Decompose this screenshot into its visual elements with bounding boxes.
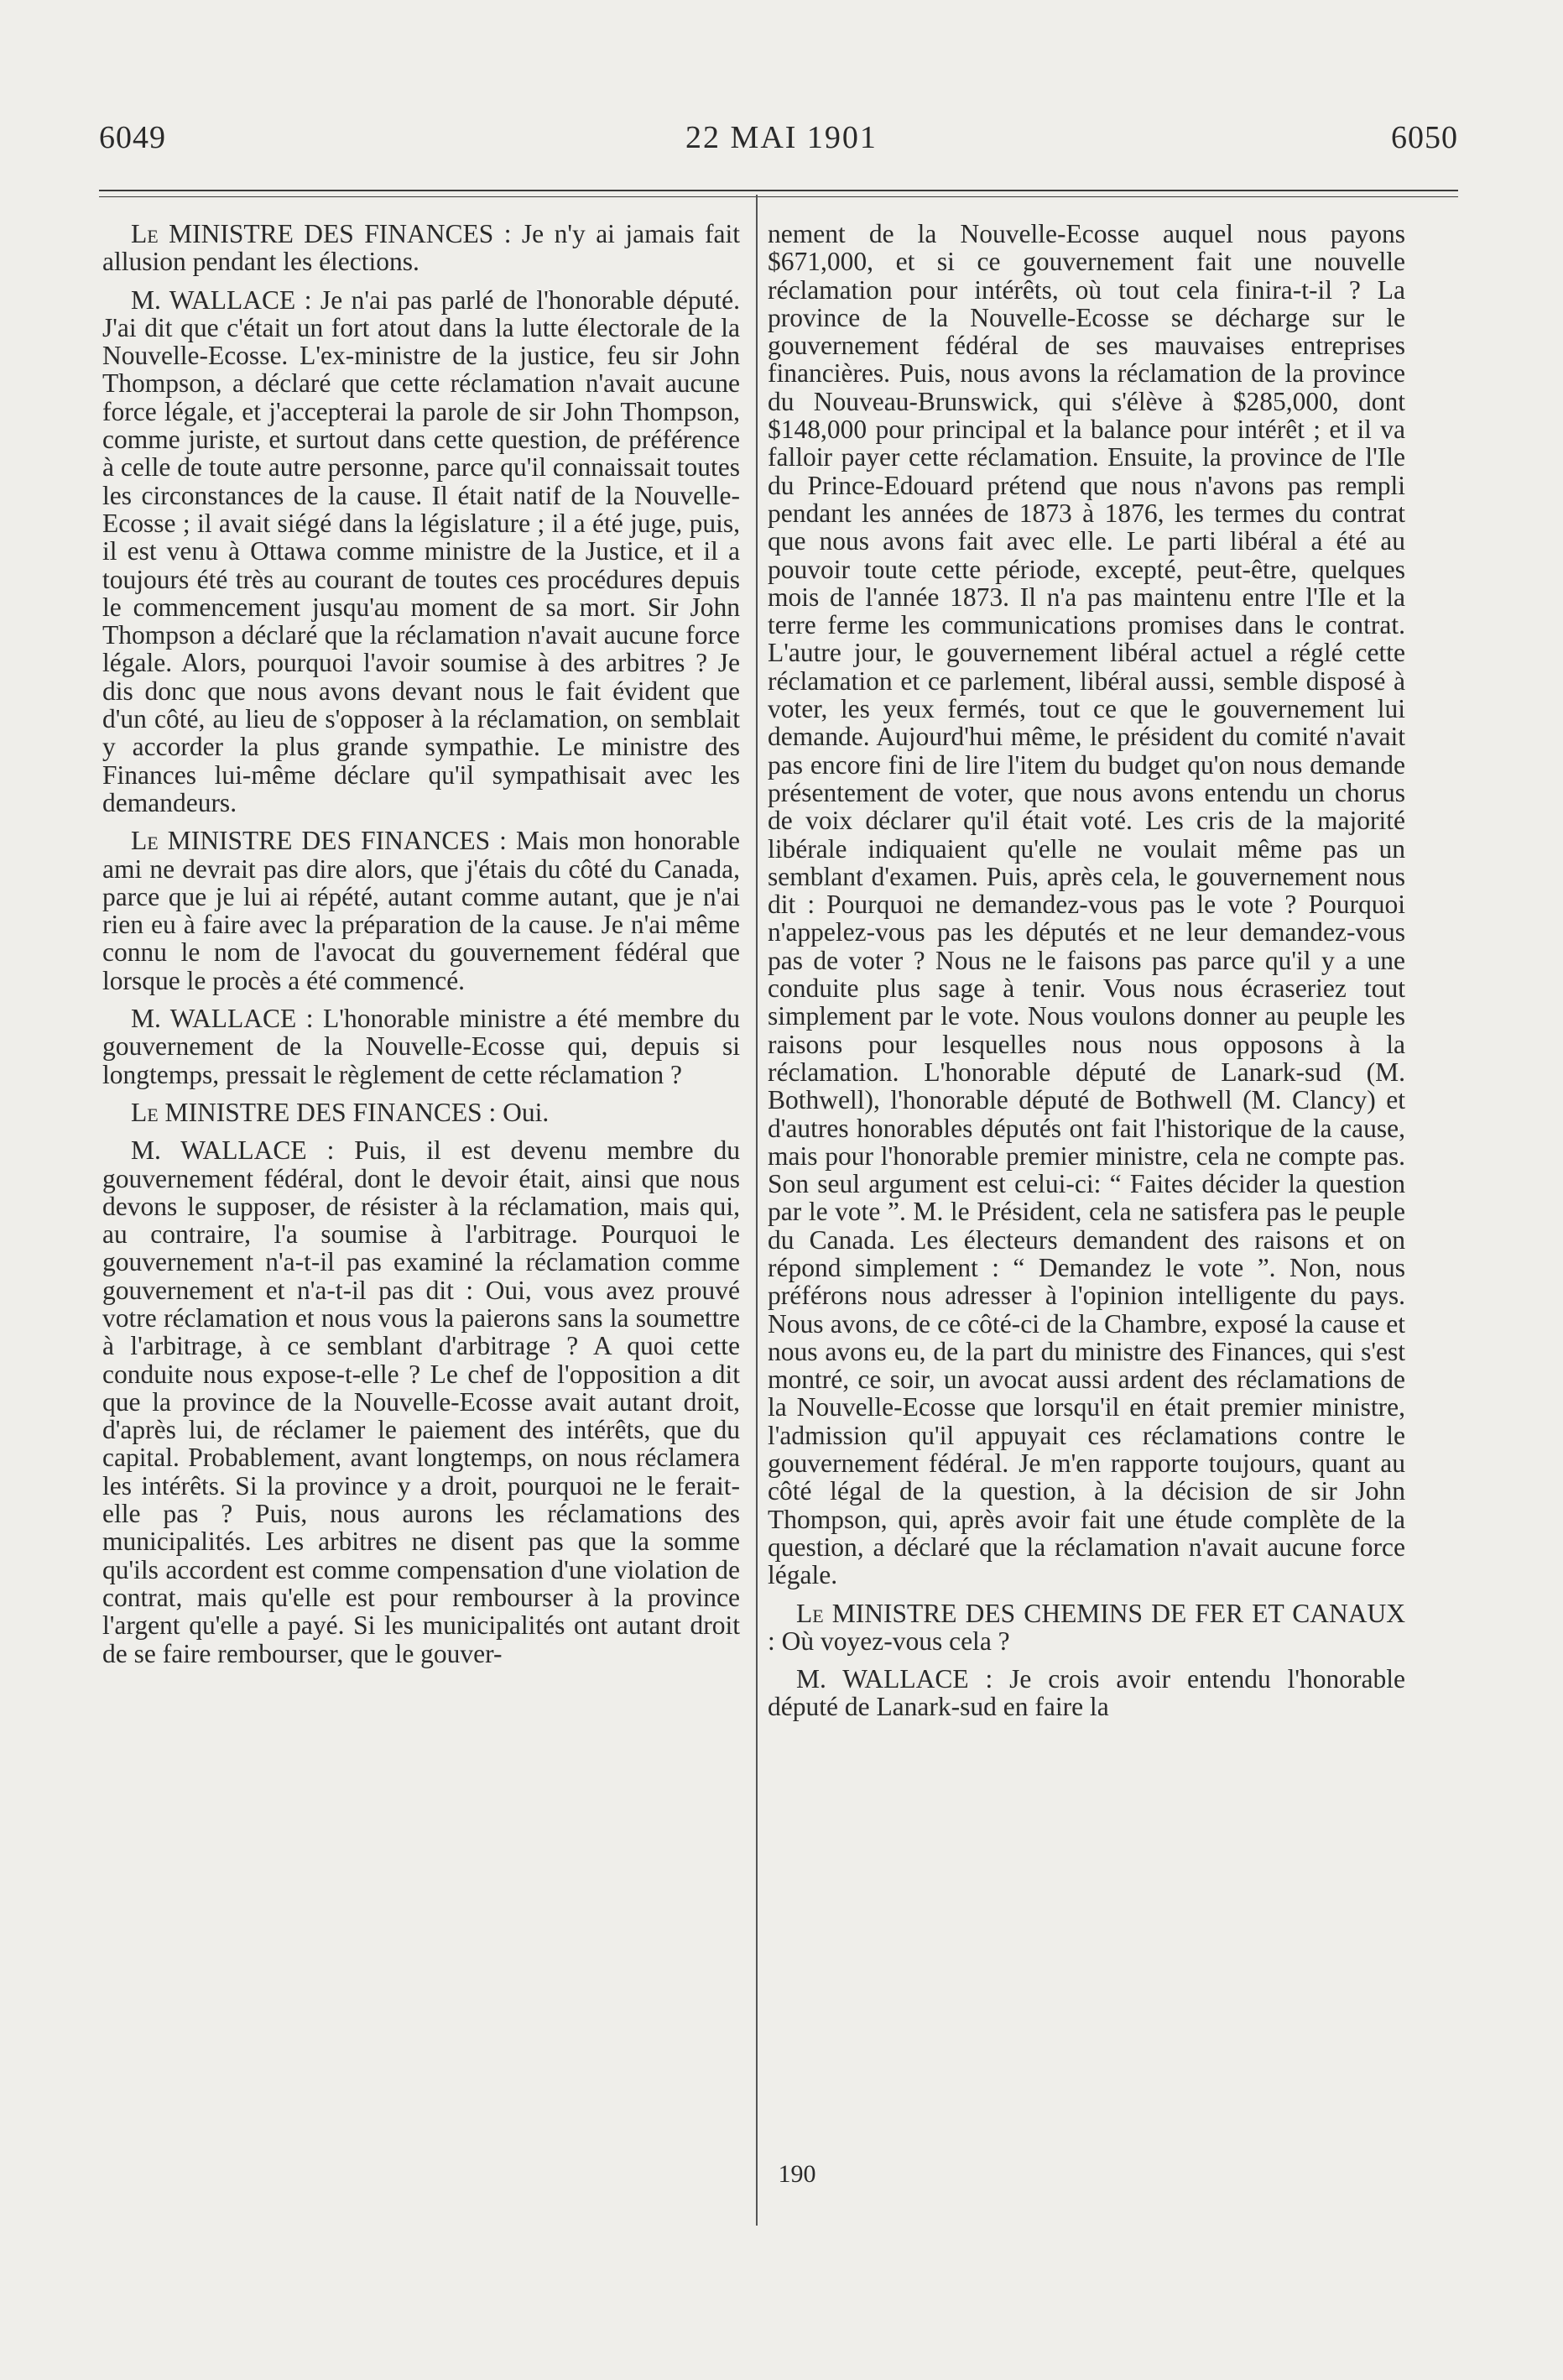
speaker-name: M. WALLACE : bbox=[796, 1664, 993, 1694]
paragraph bbox=[102, 827, 740, 994]
speech-text: Oui. bbox=[496, 1097, 550, 1127]
header-date: 22 MAI 1901 bbox=[685, 120, 878, 155]
speech-text: nement de la Nouvelle-Ecosse auquel nous payons $671,000, et si ce gouvernement fait une nouvelle réclamation pour intérêts, où tout cela finira-t-il ? La province de la Nouvelle-Ecosse se décharge sur le gouvernement fédéral de ses mauvaises entreprises financières. Puis, nous avons la réclamation de la province du Nouveau-Brunswick, qui s'élève à $285,000, dont $148,000 pour principal et la balance pour intérêt ; et il va falloir payer cette réclamation. Ensuite, la province de l'Ile du Prince-Edouard prétend que nous n'avons pas rempli pendant les années de 1873 à 1876, les termes du contrat que nous avons fait avec elle. Le parti libéral a été au pouvoir toute cette période, excepté, peut-être, quelques mois de l'année 1873. Il n'a pas maintenu entre l'Ile et la terre ferme les communications promises dans le contrat. L'autre jour, le gouvernement libéral actuel a réglé cette réclamation et ce parlement, libéral aussi, semble disposé à voter, les yeux fermés, tout ce que le gouvernement lui demande. Aujourd'hui même, le président du comité n'avait pas encore fini de lire l'item du budget qu'on nous demande présentement de voter, que nous avons entendu un chorus de voix déclarer qu'il était voté. Les cris de la majorité libérale indiquaient qu'elle ne voulait même pas un semblant d'examen. Puis, après cela, le gouvernement nous dit : Pourquoi ne demandez-vous pas le vote ? Pourquoi n'appelez-vous pas les députés et ne leur demandez-vous pas de voter ? Nous ne le faisons pas parce qu'il y a une conduite plus sage à tenir. Vous nous écraseriez tout simplement par le vote. Nous voulons donner au peuple les raisons pour lesquelles nous nous opposons à la réclamation. L'honorable député de Lanark-sud (M. Bothwell), l'honorable député de Bothwell (M. Clancy) et d'autres honorables députés ont fait l'historique de la cause, mais pour l'honorable premier ministre, cela ne compte pas. Son seul argument est celui-ci: “ Faites décider la question par le vote ”. M. le Président, cela ne satisfera pas le peuple du Canada. Les électeurs demandent des raisons et on répond simplement : “ Demandez le vote ”. Non, nous préférons nous adresser à l'opinion intelligente du pays. Nous avons, de ce côté-ci de la Chambre, exposé la cause et nous avons eu, de la part du ministre des Finances, qui s'est montré, ce soir, un avocat aussi ardent des réclamations de la Nouvelle-Ecosse que lorsqu'il en était premier ministre, l'admission qu'il appuyait ces réclamations contre le gouvernement fédéral. Je m'en rapporte toujours, quant au côté légal de la question, à la décision de sir John Thompson, qui, après avoir fait une étude complète de la question, a déclaré que la réclamation n'avait aucune force légale. bbox=[768, 219, 1405, 1590]
paragraph bbox=[102, 1136, 740, 1668]
speech-text: L'honorable ministre a été membre du gouvernement de la Nouvelle-Ecosse qui, depuis si longtemps, pressait le règlement de cette réclamation ? bbox=[102, 1004, 740, 1089]
paragraph bbox=[768, 1600, 1405, 1656]
paragraph bbox=[102, 1099, 740, 1126]
sheet-number: 190 bbox=[778, 2160, 816, 2188]
speech-text: Puis, il est devenu membre du gouvernement fédéral, dont le devoir était, ainsi que nous devons le supposer, de résister à la réclamation, mais qui, au contraire, l'a soumise à l'arbitrage. Pourquoi le gouvernement n'a-t-il pas examiné la réclamation comme gouvernement et n'a-t-il pas dit : Oui, vous avez prouvé votre réclamation et nous vous la paierons sans la soumettre à l'arbitrage, à ce semblant d'arbitrage ? A quoi cette conduite nous expose-t-elle ? Le chef de l'opposition a dit que la province de la Nouvelle-Ecosse avait autant droit, d'après lui, de réclamer le paiement des intérêts, que du capital. Probablement, avant longtemps, on nous réclamera les intérêts. Si la province y a droit, pourquoi ne le ferait-elle pas ? Puis, nous aurons les réclamations des municipalités. Les arbitres ne disent pas que la somme qu'ils accordent est comme compensation d'une violation de contrat, mais qu'elle est pour rembourser à la province l'argent qu'elle a payé. Si les municipalités ont autant droit de se faire rembourser, que le gouver- bbox=[102, 1135, 740, 1668]
speech-text: Mais mon honorable ami ne devrait pas dire alors, que j'étais du côté du Canada, parce que je lui ai répété, autant comme autant, que je n'ai rien eu à faire avec la préparation de la cause. Je n'ai même connu le nom de l'avocat du gouvernement fédéral que lorsque le procès a été commencé. bbox=[102, 826, 740, 995]
paragraph bbox=[768, 1665, 1405, 1721]
paragraph bbox=[102, 220, 740, 276]
header-rule-thin bbox=[99, 196, 1458, 197]
speaker-name: Le MINISTRE DES FINANCES : bbox=[131, 219, 512, 248]
column-divider bbox=[756, 195, 758, 2226]
paragraph bbox=[102, 1005, 740, 1088]
speech-text: Je n'ai pas parlé de l'honorable député. J'ai dit que c'était un fort atout dans la lutte électorale de la Nouvelle-Ecosse. L'ex-ministre de la justice, feu sir John Thompson, a déclaré que cette réclamation n'avait aucune force légale, et j'accepterai la parole de sir John Thompson, comme juriste, et surtout dans cette question, de préférence à celle de toute autre personne, parce qu'il connaissait toutes les circonstances de la cause. Il était natif de la Nouvelle-Ecosse ; il avait siégé dans la législature ; il a été juge, puis, il est venu à Ottawa comme ministre de la Justice, et il a toujours été très au courant de toutes ces procédures depuis le commencement jusqu'au moment de sa mort. Sir John Thompson a déclaré que la réclamation n'avait aucune force légale. Alors, pourquoi l'avoir soumise à des arbitres ? Je dis donc que nous avons devant nous le fait évident que d'un côté, au lieu de s'opposer à la réclamation, on semblait y accorder la plus grande sympathie. Le ministre des Finances lui-même déclare qu'il sympathisait avec les demandeurs. bbox=[102, 284, 740, 817]
speech-text: Je n'y ai jamais fait allusion pendant les élections. bbox=[102, 219, 740, 277]
page-number-left: 6049 bbox=[99, 120, 166, 155]
speaker-name: Le MINISTRE DES FINANCES : bbox=[131, 1097, 497, 1127]
right-column bbox=[768, 220, 1405, 1721]
paragraph bbox=[768, 220, 1405, 1589]
speaker-name: M. WALLACE : bbox=[131, 1135, 335, 1166]
speaker-name: Le MINISTRE DES CHEMINS DE FER ET CANAUX : bbox=[768, 1598, 1405, 1656]
left-column bbox=[102, 220, 740, 1668]
speech-text: Où voyez-vous cela ? bbox=[774, 1626, 1010, 1656]
paragraph bbox=[102, 286, 740, 817]
speaker-name: M. WALLACE : bbox=[131, 1004, 314, 1034]
page-number-right: 6050 bbox=[1391, 120, 1458, 155]
speaker-name: Le MINISTRE DES FINANCES : bbox=[131, 826, 507, 856]
speaker-name: M. WALLACE : bbox=[131, 284, 312, 315]
speech-text: Je crois avoir entendu l'honorable député de Lanark-sud en faire la bbox=[768, 1664, 1405, 1722]
header-rule bbox=[99, 190, 1458, 191]
